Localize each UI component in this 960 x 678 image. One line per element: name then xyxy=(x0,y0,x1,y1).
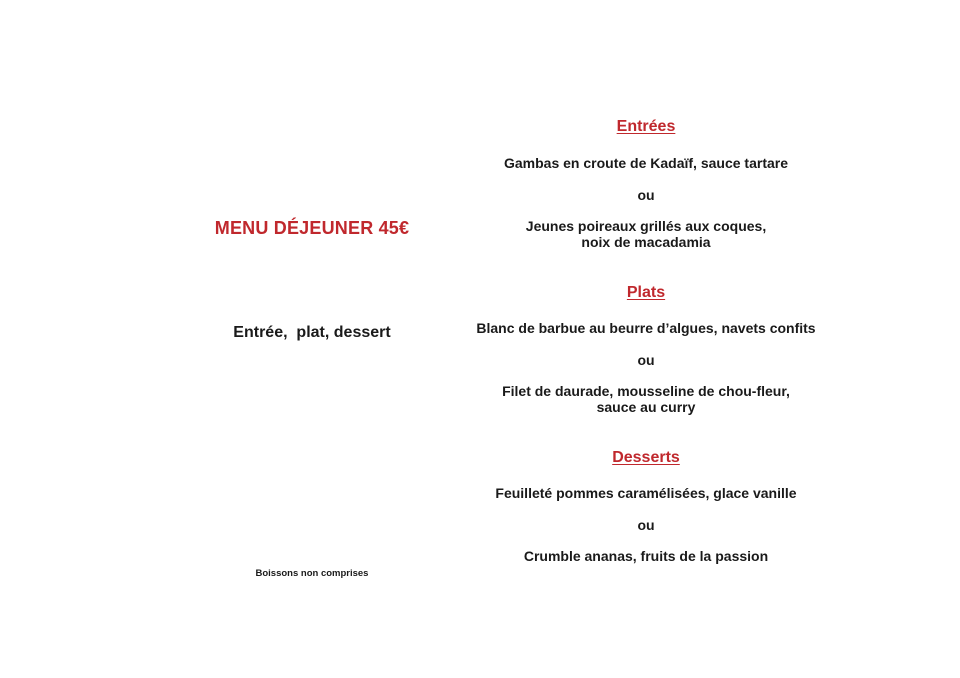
section-heading-entrees: Entrées xyxy=(616,118,676,135)
section-heading-desserts: Desserts xyxy=(612,449,680,466)
section-heading-plats: Plats xyxy=(626,284,666,301)
drinks-note: Boissons non comprises xyxy=(255,568,369,579)
dish-entree-1: Gambas en croute de Kadaïf, sauce tartare xyxy=(504,155,788,171)
dish-dessert-2: Crumble ananas, fruits de la passion xyxy=(523,548,769,564)
or-separator: ou xyxy=(637,187,655,203)
menu-title: MENU DÉJEUNER 45€ xyxy=(214,218,410,238)
dish-plat-1: Blanc de barbue au beurre d’algues, navets confits xyxy=(476,320,816,336)
or-separator: ou xyxy=(637,352,655,368)
dish-dessert-1: Feuilleté pommes caramélisées, glace vanille xyxy=(495,485,797,501)
menu-subtitle: Entrée, plat, dessert xyxy=(233,324,391,341)
or-separator: ou xyxy=(637,517,655,533)
dish-plat-2: Filet de daurade, mousseline de chou-fleur, sauce au curry xyxy=(502,383,790,415)
dish-entree-2: Jeunes poireaux grillés aux coques, noix de macadamia xyxy=(525,218,767,250)
